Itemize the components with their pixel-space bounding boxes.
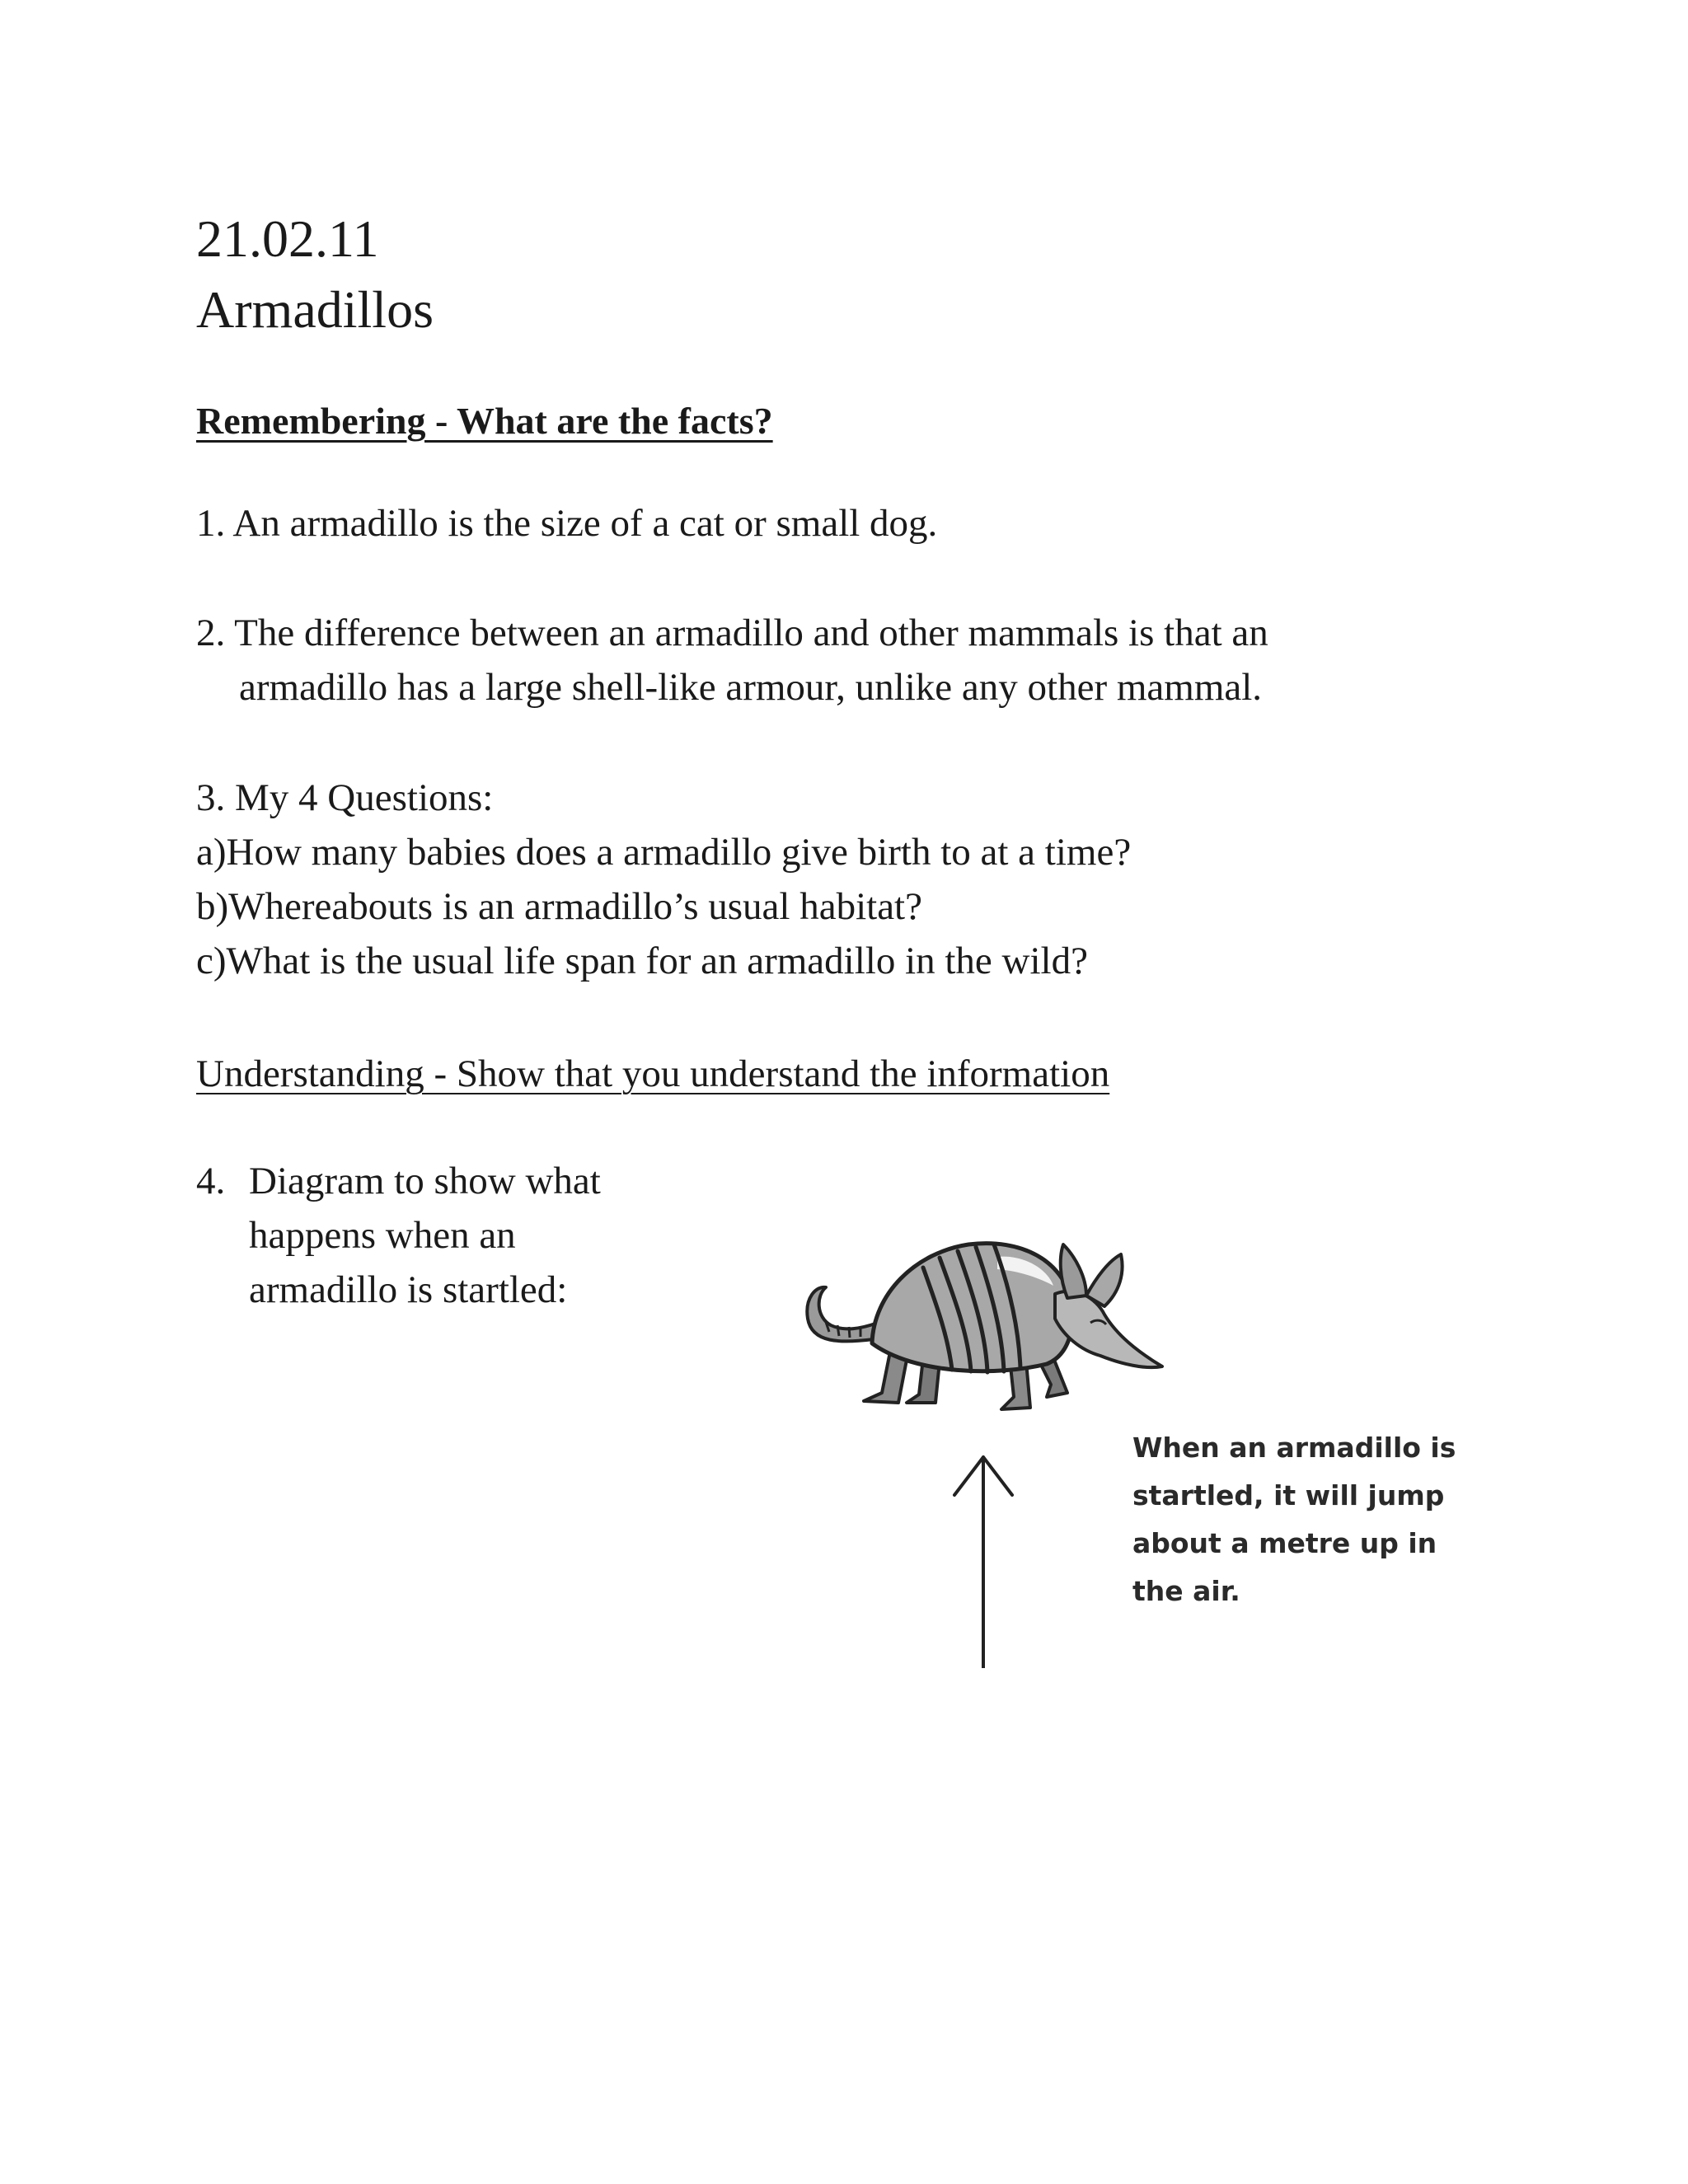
diagram-caption-line-2: startled, it will jump [1132,1479,1445,1511]
remembering-heading: Remembering - What are the facts? [196,400,773,442]
fact-2-line-1: 2. The difference between an armadillo and other mammals is that an [196,612,1268,654]
question-b: b)Whereabouts is an armadillo’s usual habitat? [196,885,922,928]
item-4-line-3: armadillo is startled: [249,1268,568,1311]
question-a: a)How many babies does a armadillo give birth to at a time? [196,831,1132,874]
page-date: 21.02.11 [196,209,379,268]
fact-2-line-2: armadillo has a large shell-like armour, unlike any other mammal. [239,666,1263,709]
armadillo-tail [807,1287,878,1342]
item-4-line-2: happens when an [249,1214,516,1257]
diagram-caption-line-1: When an armadillo is [1132,1432,1456,1464]
armadillo-ear-2 [1086,1254,1123,1306]
armadillo-illustration [775,1220,1170,1418]
item-4-line-1: Diagram to show what [249,1160,601,1202]
item-4-number: 4. [196,1160,226,1202]
fact-1: 1. An armadillo is the size of a cat or small dog. [196,502,938,545]
armadillo-ear [1061,1244,1086,1298]
diagram-caption-line-3: about a metre up in [1132,1527,1437,1559]
page-title: Armadillos [196,280,434,339]
questions-intro: 3. My 4 Questions: [196,776,494,819]
understanding-heading: Understanding - Show that you understand the information [196,1052,1110,1095]
up-arrow-icon [946,1452,1020,1675]
diagram-caption-line-4: the air. [1132,1575,1240,1607]
armadillo-shell [872,1244,1072,1371]
question-c: c)What is the usual life span for an armadillo in the wild? [196,940,1088,982]
